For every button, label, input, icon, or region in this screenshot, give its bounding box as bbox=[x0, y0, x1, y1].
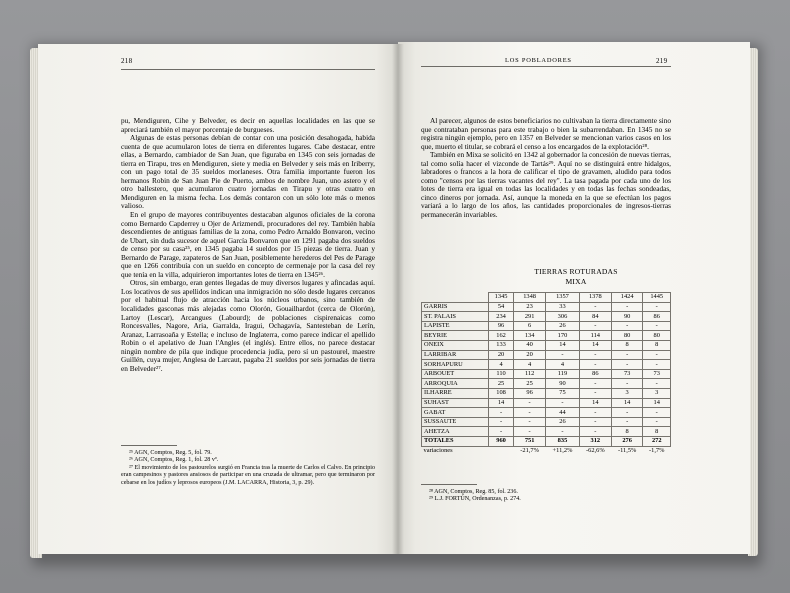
year-header: 1345 bbox=[489, 293, 514, 303]
running-head: LOS POBLADORES bbox=[505, 57, 572, 64]
table-cell: - bbox=[611, 360, 643, 370]
locality-name: ARROQUIA bbox=[422, 379, 489, 389]
total-cell: 835 bbox=[546, 436, 580, 446]
table-cell: - bbox=[489, 417, 514, 427]
year-header: 1424 bbox=[611, 293, 643, 303]
table-cell: 4 bbox=[514, 360, 546, 370]
table-row bbox=[422, 321, 671, 331]
table-row bbox=[422, 312, 671, 322]
total-cell: 751 bbox=[514, 436, 546, 446]
left-paragraph: Otros, sin embargo, eran gentes llegadas de muy diversos lugares y afincadas aquí. Los locativos de sus apellidos indican una inmigración no sólo desde lugares cercanos por el habitual flujo de atracción hacia los núcleos urbanos, sino también de localidades gasconas más alejadas como Olorón, Gouailhardot (cerca de Olorón), Lartoy (Lescar), Arcangues (Labourd); de poblaciones cispirenaicas como Roncesvalles, Nagore, Aria, Garralda, Iragui, Ochagavía, Santesteban de Lerín, Aranaz, Larrasoaña y Estella; e incluso de Inglaterra, como parece indicar el apellido Robin o el apelativo de Juan l'Angles (el inglés). Entre ellos, no parece destacar ningún nombre de pila que indique procedencia judía, pero sí un pastourel, maestre Guillén, cuya mujer, Anglesa de Larcaut, pagaba 21 sueldos por seis jornadas de tierra en Belveder²⁷. bbox=[121, 278, 375, 373]
table-cell: 119 bbox=[546, 369, 580, 379]
table-cell: - bbox=[546, 398, 580, 408]
table-cell: - bbox=[611, 417, 643, 427]
table-subtitle: MIXA bbox=[565, 277, 587, 286]
table-cell: 25 bbox=[489, 379, 514, 389]
footnote: ²⁶ AGN, Comptos, Reg. 1, fol. 28 vº. bbox=[129, 457, 219, 464]
left-paragraph: En el grupo de mayores contribuyentes destacaban algunos oficiales de la corona como Bernardo Capderrey u Ojer de Arizmendi, procuradores del rey. También había descendientes de antiguas familias de la zona, como Pedro Arnaldo Bonvaron, vecino de Ubart, sin duda sucesor de aquel García Bonvaron que en 1291 pagaba dos sueldos de censo por su casa²⁵, en 1345 pagaba 14 sueldos por 15 piezas de tierra. Juan y Bernardo de Parage, zapateros de San Juan, posiblemente herederos del Pes de Parage que en 1266 contribuía con un sueldo en concepto de cermenaje por la casa del rey que tenía en la villa, adquirieron importantes lotes de tierra en 1345²⁶. bbox=[121, 210, 375, 279]
table-cell: 110 bbox=[489, 369, 514, 379]
table-cell: 54 bbox=[489, 302, 514, 312]
right-paragraph: También en Mixa se solicitó en 1342 al gobernador la concesión de nuevas tierras, tal como solía hacer el vizconde de Tartás²⁹. Aquí no se distinguirá entre hidalgos, labradores o francos a la hora de calificar el tipo de gravamen, aludido para todos como "censos por las tierras vacantes del rey". La tasa pagada por cada uno de los lotes de tierra era igual en todas las localidades y en todas las fechas sondeadas, cinco dineros por jornada. Así, aunque la moneda en la que se efectúan los pagos variará a lo largo de los años, las cantidades proporcionales de ingresos-tierras permanecerán invariables. bbox=[421, 150, 671, 220]
table-cell: 20 bbox=[489, 350, 514, 360]
table-row bbox=[422, 417, 671, 427]
table-row bbox=[422, 340, 671, 350]
header-blank-cell bbox=[422, 293, 489, 303]
table-row bbox=[422, 302, 671, 312]
left-footnote-rule bbox=[121, 445, 177, 446]
table-cell: 6 bbox=[514, 321, 546, 331]
table-cell: - bbox=[611, 350, 643, 360]
table-cell: - bbox=[579, 379, 611, 389]
variations-row bbox=[422, 446, 671, 455]
year-header: 1378 bbox=[579, 293, 611, 303]
locality-name: LARRIBAR bbox=[422, 350, 489, 360]
locality-name: AHETZA bbox=[422, 427, 489, 437]
table-cell: 4 bbox=[546, 360, 580, 370]
table-cell: 90 bbox=[611, 312, 643, 322]
table-cell: 86 bbox=[643, 312, 671, 322]
table-cell: - bbox=[579, 302, 611, 312]
table-cell: 14 bbox=[579, 398, 611, 408]
table-cell: 162 bbox=[489, 331, 514, 341]
table-row bbox=[422, 379, 671, 389]
table-cell: - bbox=[643, 321, 671, 331]
table-cell: 14 bbox=[611, 398, 643, 408]
total-cell: 960 bbox=[489, 436, 514, 446]
locality-name: LAPISTE bbox=[422, 321, 489, 331]
table-cell: 80 bbox=[643, 331, 671, 341]
left-page-number: 218 bbox=[121, 57, 133, 65]
table-cell: - bbox=[546, 350, 580, 360]
year-header: 1357 bbox=[546, 293, 580, 303]
table-cell: - bbox=[514, 427, 546, 437]
locality-name: SUSSAUTE bbox=[422, 417, 489, 427]
table-cell: - bbox=[514, 408, 546, 418]
table-row bbox=[422, 398, 671, 408]
variation-cell: +11,2% bbox=[552, 446, 573, 454]
table-cell: 170 bbox=[546, 331, 580, 341]
table-cell: - bbox=[643, 408, 671, 418]
table-row bbox=[422, 369, 671, 379]
table-body bbox=[422, 302, 671, 436]
table-cell: 84 bbox=[579, 312, 611, 322]
table-cell: 80 bbox=[611, 331, 643, 341]
locality-name: ONEIX bbox=[422, 340, 489, 350]
variation-cell: -62,6% bbox=[586, 446, 605, 454]
table-cell: - bbox=[514, 398, 546, 408]
locality-name: SUHAST bbox=[422, 398, 489, 408]
right-body-text bbox=[421, 117, 671, 220]
table-cell: 8 bbox=[611, 427, 643, 437]
table-cell: - bbox=[579, 388, 611, 398]
table-cell: 14 bbox=[643, 398, 671, 408]
table-cell: 40 bbox=[514, 340, 546, 350]
right-paragraph: Al parecer, algunos de estos beneficiarios no cultivaban la tierra directamente sino que contrataban personas para este trabajo o bien la subarrendaban. En 1345 no se registra ningún ejemplo, pero en 1357 en Belveder se mencionan varios casos en los que, muerto el titular, se cobrará el censo a los encargados de la explotación²⁸. bbox=[421, 116, 671, 151]
land-table bbox=[421, 292, 671, 455]
table-cell: 25 bbox=[514, 379, 546, 389]
table-cell: 73 bbox=[643, 369, 671, 379]
table-cell: 90 bbox=[546, 379, 580, 389]
table-cell: 234 bbox=[489, 312, 514, 322]
year-header: 1348 bbox=[514, 293, 546, 303]
left-body-text bbox=[121, 117, 375, 373]
table-cell: 8 bbox=[643, 427, 671, 437]
footnote: ²⁹ L.J. FORTÚN, Ordenanzas, p. 274. bbox=[429, 496, 521, 503]
variations-label: variaciones bbox=[423, 446, 453, 454]
table-cell: - bbox=[611, 302, 643, 312]
table-cell: 33 bbox=[546, 302, 580, 312]
left-paragraph: pu, Mendiguren, Cihe y Belveder, es decir en aquellas localidades en las que se apreciará también el mayor porcentaje de burgueses. bbox=[121, 116, 375, 134]
table-cell: 3 bbox=[611, 388, 643, 398]
table-cell: 8 bbox=[643, 340, 671, 350]
table-cell: - bbox=[579, 417, 611, 427]
table-cell: - bbox=[579, 360, 611, 370]
table-cell: - bbox=[579, 321, 611, 331]
table-cell: 75 bbox=[546, 388, 580, 398]
table-cell: 112 bbox=[514, 369, 546, 379]
footnote: ²⁵ AGN, Comptos, Reg. 5, fol. 79. bbox=[129, 450, 212, 456]
table-cell: - bbox=[643, 417, 671, 427]
right-page-number: 219 bbox=[656, 57, 668, 65]
table-cell: 86 bbox=[579, 369, 611, 379]
total-cell: 272 bbox=[643, 436, 671, 446]
table-cell: 114 bbox=[579, 331, 611, 341]
table-cell: - bbox=[579, 408, 611, 418]
table-cell: 8 bbox=[611, 340, 643, 350]
table-row bbox=[422, 408, 671, 418]
variation-cell: -21,7% bbox=[520, 446, 539, 454]
table-cell: 73 bbox=[611, 369, 643, 379]
book-gutter bbox=[392, 44, 404, 554]
total-cell: 276 bbox=[611, 436, 643, 446]
table-cell: - bbox=[611, 408, 643, 418]
table-cell: 4 bbox=[489, 360, 514, 370]
table-cell: 26 bbox=[546, 417, 580, 427]
table-cell: 96 bbox=[514, 388, 546, 398]
table-cell: - bbox=[546, 427, 580, 437]
locality-name: GABAT bbox=[422, 408, 489, 418]
table-cell: - bbox=[514, 417, 546, 427]
table-cell: 14 bbox=[579, 340, 611, 350]
table-cell: - bbox=[643, 360, 671, 370]
table-cell: - bbox=[489, 408, 514, 418]
locality-name: BEYRIE bbox=[422, 331, 489, 341]
table-row bbox=[422, 331, 671, 341]
right-header-rule bbox=[421, 66, 671, 67]
table-header-row bbox=[422, 293, 671, 303]
table-cell: 133 bbox=[489, 340, 514, 350]
locality-name: ST. PALAIS bbox=[422, 312, 489, 322]
totals-row bbox=[422, 436, 671, 446]
table-title: TIERRAS ROTURADAS bbox=[534, 267, 618, 276]
table-cell: 44 bbox=[546, 408, 580, 418]
variation-cell: -11,5% bbox=[617, 446, 637, 454]
left-paragraph: Algunas de estas personas debían de contar con una posición desahogada, habida cuenta de que acumularon lotes de tierra en diferentes lugares. Cabe destacar, entre ellas, a Bernardo, cambiador de San Juan, que figuraba en 1345 con seis jornadas de tierra en Tirapu, tres en Mendiguren, siete y media en Belveder y seis más en Iriberry, con un pago total de 35 sueldos morlaneses. Otra familia importante fueron los hermanos Robin de San Juan Pie de Puerto, ambos de nombre Juan, uno astero y el otro ballestero, que acumularon cuatro jornadas en Tirapu y otras cuatro en Mendiguren en la misma fecha. Los demás contaron con un sólo lote más o menos valioso. bbox=[121, 133, 375, 211]
table-cell: 14 bbox=[489, 398, 514, 408]
table-row bbox=[422, 350, 671, 360]
right-footnote-rule bbox=[421, 484, 477, 485]
table-cell: 96 bbox=[489, 321, 514, 331]
table-cell: 20 bbox=[514, 350, 546, 360]
variation-cell: -1,7% bbox=[649, 446, 665, 454]
table-cell: 23 bbox=[514, 302, 546, 312]
table-cell: - bbox=[611, 379, 643, 389]
variation-cell bbox=[489, 446, 514, 455]
table-cell: 14 bbox=[546, 340, 580, 350]
table-cell: - bbox=[579, 350, 611, 360]
locality-name: SORHAPURU bbox=[422, 360, 489, 370]
right-footnotes bbox=[421, 489, 671, 504]
table-cell: - bbox=[643, 379, 671, 389]
table-cell: - bbox=[643, 302, 671, 312]
table-cell: 306 bbox=[546, 312, 580, 322]
table-cell: 26 bbox=[546, 321, 580, 331]
table-row bbox=[422, 427, 671, 437]
locality-name: ILHARRE bbox=[422, 388, 489, 398]
total-cell: 312 bbox=[579, 436, 611, 446]
left-footnotes bbox=[121, 450, 375, 487]
table-cell: - bbox=[611, 321, 643, 331]
totals-label: TOTALES bbox=[422, 436, 489, 446]
locality-name: GARRIS bbox=[422, 302, 489, 312]
table-cell: 3 bbox=[643, 388, 671, 398]
year-header: 1445 bbox=[643, 293, 671, 303]
left-header-rule bbox=[121, 69, 375, 70]
table-cell: - bbox=[643, 350, 671, 360]
table-row bbox=[422, 388, 671, 398]
table-cell: - bbox=[579, 427, 611, 437]
footnote: ²⁸ AGN, Comptos, Reg. 85, fol. 236. bbox=[429, 489, 518, 495]
locality-name: ARBOUET bbox=[422, 369, 489, 379]
table-row bbox=[422, 360, 671, 370]
table-cell: - bbox=[489, 427, 514, 437]
table-cell: 134 bbox=[514, 331, 546, 341]
table-cell: 291 bbox=[514, 312, 546, 322]
footnote: ²⁷ El movimiento de los pastourelos surgió en Francia tras la muerte de Carlos el Calvo. En principio eran campesinos y pastores ansiosos de participar en una cruzada de ultramar, pero que terminaron por cebarse en los judíos y leprosos europeos (J.M. LACARRA, Historia, 3, p. 29). bbox=[121, 464, 375, 486]
table-cell: 108 bbox=[489, 388, 514, 398]
